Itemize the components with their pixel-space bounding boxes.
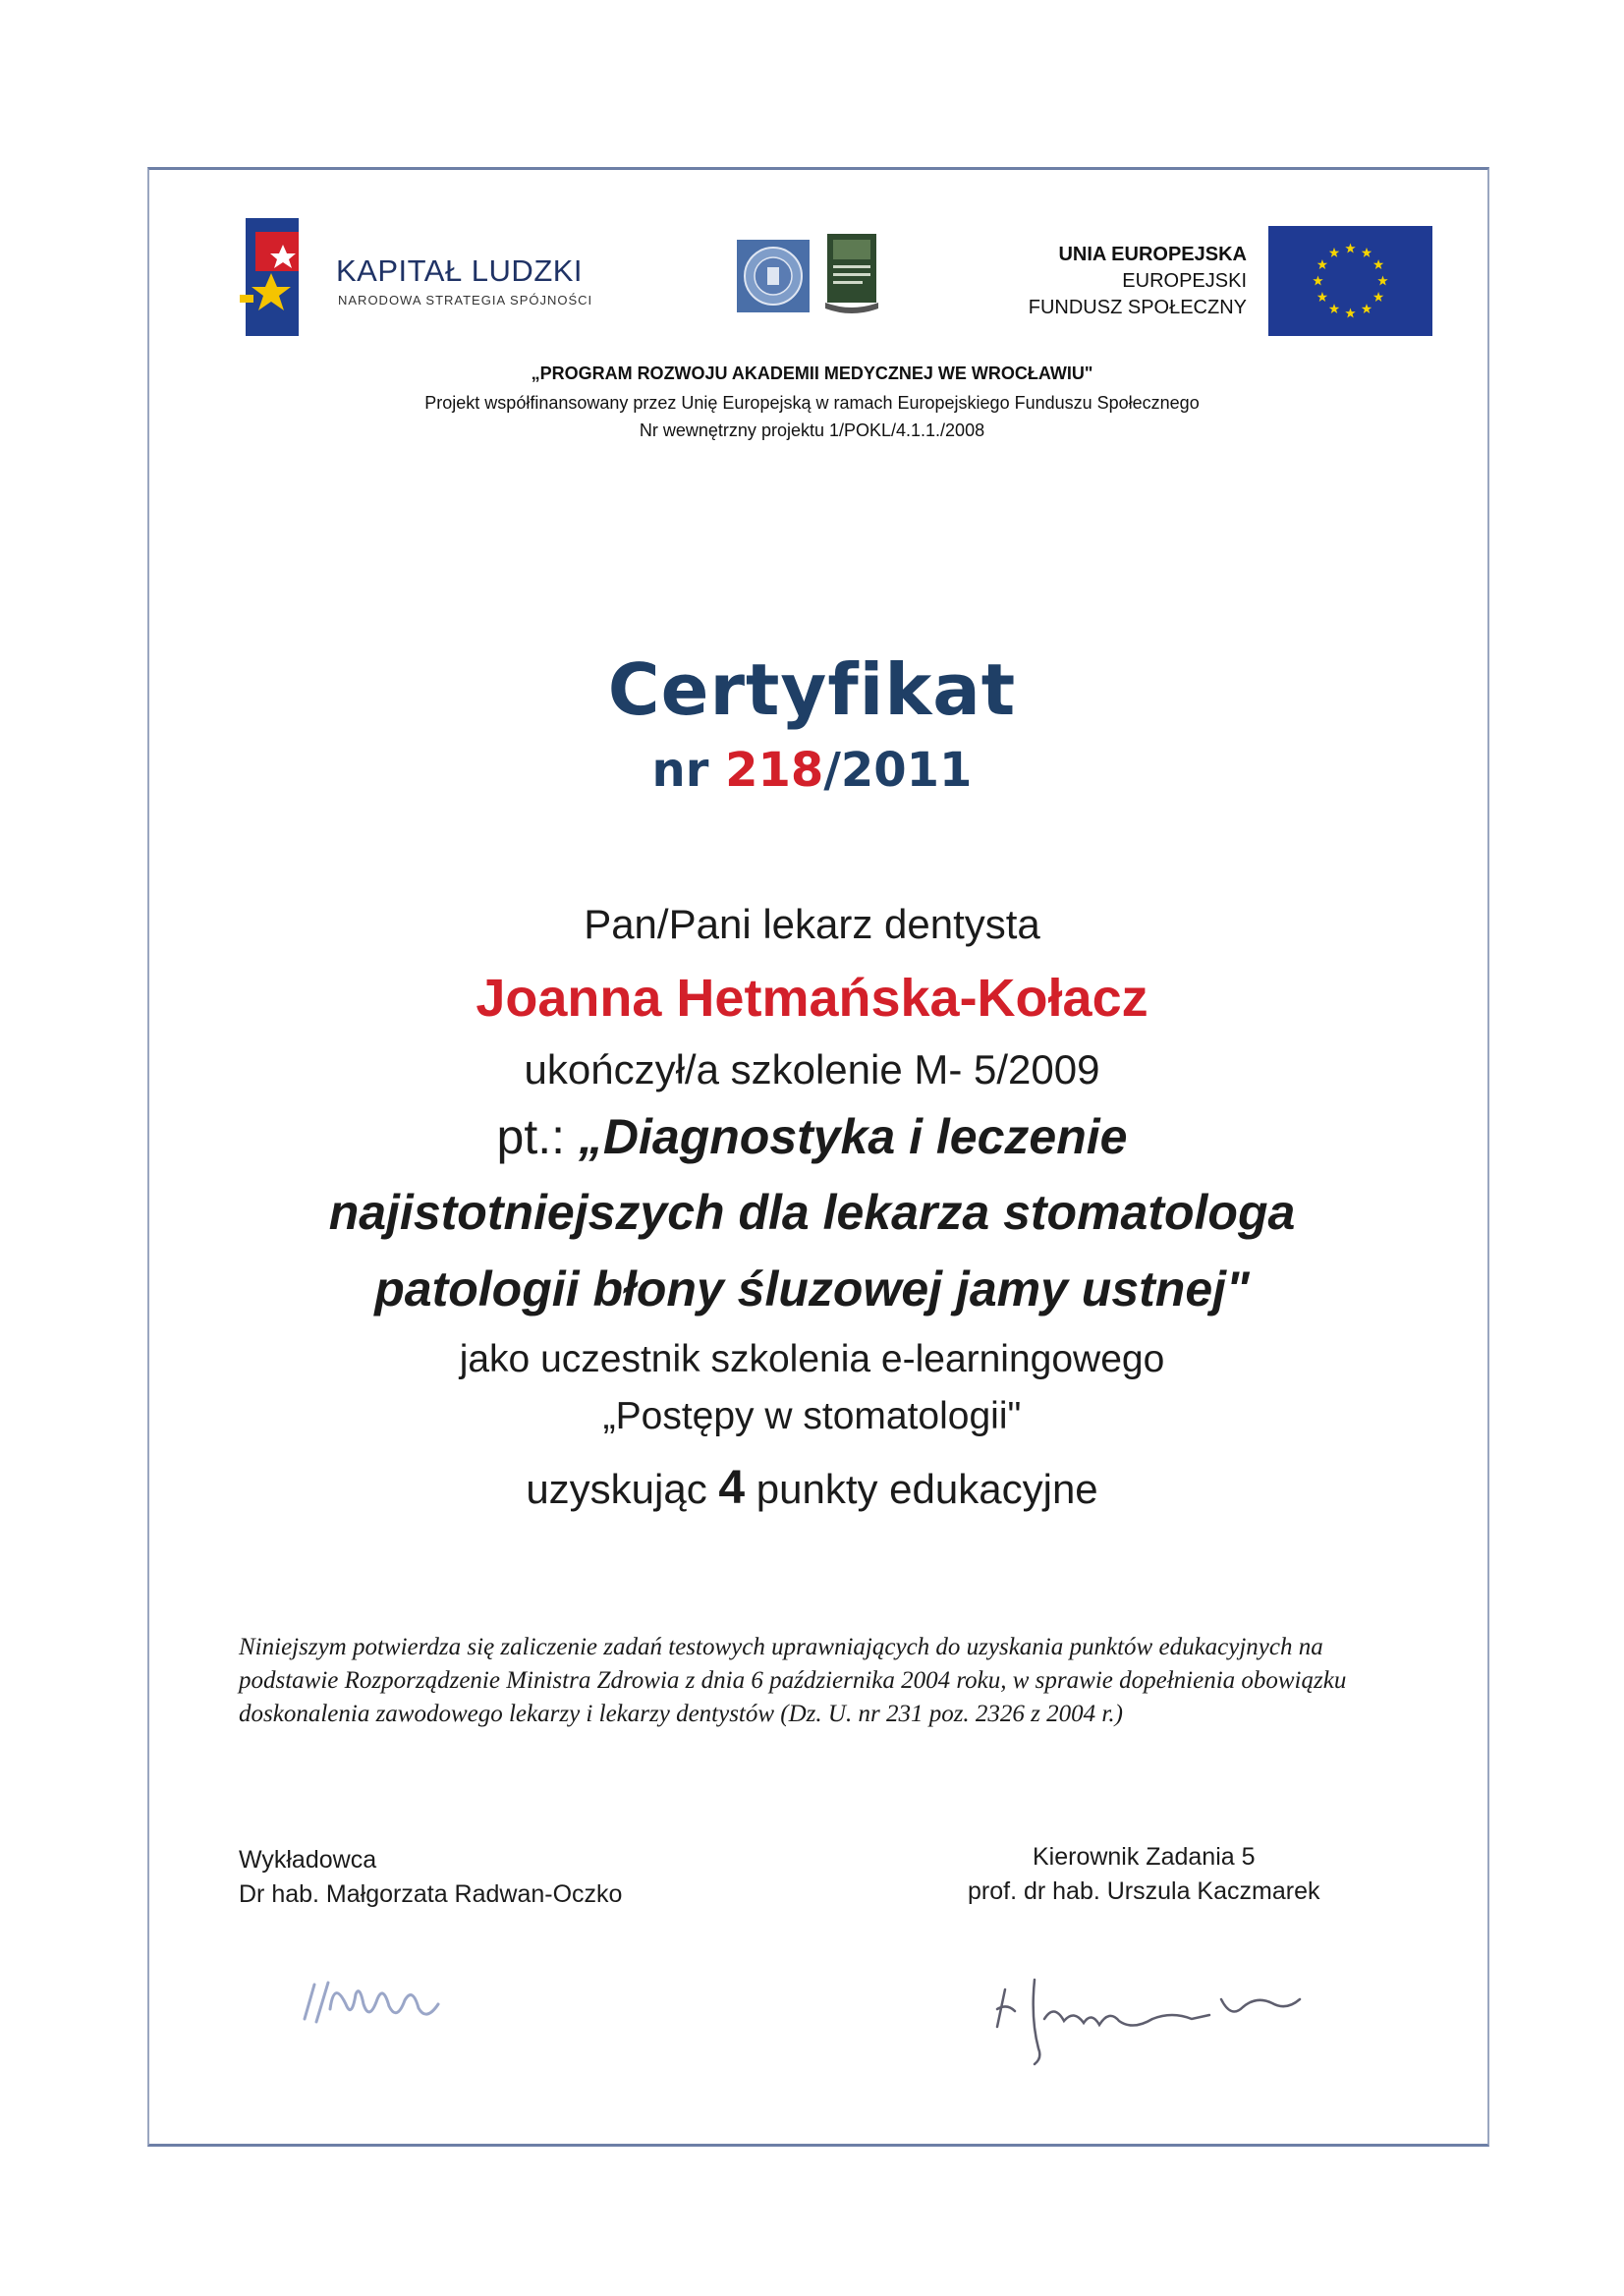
points-suffix: punkty edukacyjne — [745, 1466, 1098, 1512]
lecturer-block — [239, 1843, 622, 1912]
eu-line-2: EUROPEJSKI — [1122, 270, 1247, 292]
signature-icon — [295, 1965, 472, 2034]
program-project-number: Nr wewnętrzny projektu 1/POKL/4.1.1./2008 — [639, 420, 985, 440]
kapital-ludzki-title: KAPITAŁ LUDZKI — [336, 253, 584, 288]
task-manager-name: prof. dr hab. Urszula Kaczmarek — [968, 1877, 1320, 1905]
course-title-line-1 — [0, 1108, 1624, 1165]
lecturer-role: Wykładowca — [239, 1846, 377, 1874]
eu-line-3: FUNDUSZ SPOŁECZNY — [1028, 297, 1247, 318]
course-title-line-2: najistotniejszych dla lekarza stomatologa — [328, 1185, 1296, 1240]
legal-confirmation-text: Niniejszym potwierdza się zaliczenie zadań testowych uprawniających do uzyskania punktów edukacyjnych na podstawie Rozporządzenie Ministra Zdrowia z dnia 6 października 2004 roku, w sprawie dopełnienia obowiązku doskonalenia zawodowego lekarzy i lekarzy dentystów (Dz. U. nr 231 poz. 2326 z 2004 r.) — [239, 1634, 1347, 1727]
course-title-line-3: patologii błony śluzowej jamy ustnej" — [374, 1261, 1250, 1316]
kapital-ludzki-logo — [240, 218, 308, 336]
kapital-ludzki-subtitle: NARODOWA STRATEGIA SPÓJNOŚCI — [338, 293, 593, 308]
course-title-prefix: pt.: — [496, 1109, 579, 1164]
certificate-title: Certyfikat — [607, 648, 1017, 731]
program-cofinance-note: Projekt współfinansowany przez Unię Europejską w ramach Europejskiego Funduszu Społecznego — [424, 393, 1200, 413]
book-icon — [823, 234, 880, 316]
certificate-number-prefix: nr — [651, 743, 726, 798]
certificate-number-year: /2011 — [823, 743, 973, 798]
participant-line: jako uczestnik szkolenia e-learningowego — [459, 1338, 1165, 1380]
course-title-start: „Diagnostyka i leczenie — [578, 1109, 1128, 1164]
program-title: „PROGRAM ROZWOJU AKADEMII MEDYCZNEJ WE WROCŁAWIU" — [531, 364, 1093, 383]
university-seal-icon — [737, 240, 810, 312]
lecturer-name: Dr hab. Małgorzata Radwan-Oczko — [239, 1880, 623, 1908]
recipient-salutation: Pan/Pani lekarz dentysta — [584, 901, 1040, 947]
task-manager-block — [968, 1840, 1319, 1909]
course-completion-line: ukończył/a szkolenie M- 5/2009 — [524, 1046, 1100, 1092]
eu-line-1: UNIA EUROPEJSKA — [1058, 244, 1247, 265]
signature-icon — [985, 1960, 1310, 2068]
points-value: 4 — [718, 1462, 746, 1514]
program-name-line: „Postępy w stomatologii" — [602, 1395, 1022, 1437]
certificate-number-value: 218 — [725, 743, 824, 798]
points-prefix: uzyskując — [526, 1466, 719, 1512]
eu-fund-label — [1029, 242, 1247, 321]
eu-flag-icon — [1268, 226, 1432, 336]
points-line — [0, 1461, 1624, 1515]
task-manager-role: Kierownik Zadania 5 — [1032, 1843, 1256, 1871]
recipient-name: Joanna Hetmańska-Kołacz — [476, 969, 1148, 1028]
certificate-number — [0, 743, 1624, 798]
